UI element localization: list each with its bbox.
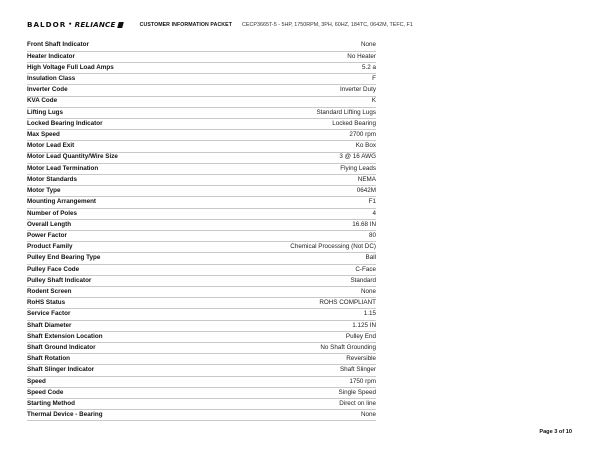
brand-name-baldor: BALDOR: [27, 20, 67, 29]
spec-row: [27, 309, 376, 320]
spec-value: F: [219, 74, 376, 85]
spec-row: [27, 96, 376, 107]
spec-value: NEMA: [219, 174, 376, 185]
spec-value: Standard: [219, 275, 376, 286]
spec-label: Pulley Face Code: [27, 264, 219, 275]
spec-label: Power Factor: [27, 230, 219, 241]
spec-row: [27, 62, 376, 73]
spec-value: C-Face: [219, 264, 376, 275]
spec-row: [27, 275, 376, 286]
spec-value: Pulley End: [219, 331, 376, 342]
spec-row: [27, 354, 376, 365]
spec-value: F1: [219, 197, 376, 208]
spec-value: None: [219, 286, 376, 297]
spec-row: [27, 40, 376, 51]
spec-label: Motor Lead Quantity/Wire Size: [27, 152, 219, 163]
spec-label: Shaft Ground Indicator: [27, 342, 219, 353]
spec-label: High Voltage Full Load Amps: [27, 62, 219, 73]
spec-row: [27, 242, 376, 253]
spec-row: [27, 230, 376, 241]
spec-table-body: [27, 40, 376, 421]
spec-value: Locked Bearing: [219, 118, 376, 129]
spec-value: Reversible: [219, 354, 376, 365]
spec-row: [27, 298, 376, 309]
spec-row: [27, 376, 376, 387]
page-header: [27, 20, 590, 29]
spec-value: Shaft Slinger: [219, 365, 376, 376]
spec-row: [27, 152, 376, 163]
spec-table: [27, 40, 376, 421]
spec-label: Front Shaft Indicator: [27, 40, 219, 51]
spec-value: 1.125 IN: [219, 320, 376, 331]
spec-row: [27, 365, 376, 376]
spec-label: Service Factor: [27, 309, 219, 320]
spec-row: [27, 264, 376, 275]
document-title: CUSTOMER INFORMATION PACKET: [139, 21, 232, 28]
spec-label: Motor Standards: [27, 174, 219, 185]
spec-value: No Shaft Grounding: [219, 342, 376, 353]
spec-label: Mounting Arrangement: [27, 197, 219, 208]
spec-label: Rodent Screen: [27, 286, 219, 297]
spec-value: 3 @ 16 AWG: [219, 152, 376, 163]
spec-label: Shaft Rotation: [27, 354, 219, 365]
spec-row: [27, 85, 376, 96]
spec-label: Inverter Code: [27, 85, 219, 96]
spec-row: [27, 51, 376, 62]
spec-value: 2700 rpm: [219, 130, 376, 141]
spec-value: 1750 rpm: [219, 376, 376, 387]
spec-label: Product Family: [27, 242, 219, 253]
spec-label: Motor Type: [27, 186, 219, 197]
spec-label: Locked Bearing Indicator: [27, 118, 219, 129]
spec-row: [27, 208, 376, 219]
spec-label: Number of Poles: [27, 208, 219, 219]
brand-logo: [27, 20, 123, 29]
spec-label: Shaft Slinger Indicator: [27, 365, 219, 376]
spec-label: Heater Indicator: [27, 51, 219, 62]
spec-label: Pulley End Bearing Type: [27, 253, 219, 264]
spec-label: Shaft Diameter: [27, 320, 219, 331]
spec-value: No Heater: [219, 51, 376, 62]
spec-row: [27, 186, 376, 197]
spec-row: [27, 399, 376, 410]
spec-row: [27, 174, 376, 185]
spec-label: Motor Lead Exit: [27, 141, 219, 152]
spec-value: Ko Box: [219, 141, 376, 152]
spec-row: [27, 331, 376, 342]
spec-row: [27, 141, 376, 152]
spec-label: KVA Code: [27, 96, 219, 107]
spec-label: Speed: [27, 376, 219, 387]
spec-label: Pulley Shaft Indicator: [27, 275, 219, 286]
spec-value: Chemical Processing (Not DC): [219, 242, 376, 253]
document-subtitle: CECP3665T-5 - 5HP, 1750RPM, 3PH, 60HZ, 184TC, 0642M, TEFC, F1: [241, 21, 413, 28]
spec-row: [27, 286, 376, 297]
spec-row: [27, 107, 376, 118]
spec-value: Standard Lifting Lugs: [219, 107, 376, 118]
brand-name-reliance: RELIANCE: [74, 20, 116, 29]
spec-row: [27, 387, 376, 398]
spec-label: Thermal Device - Bearing: [27, 410, 219, 421]
spec-value: Direct on line: [219, 399, 376, 410]
spec-value: K: [219, 96, 376, 107]
page-number: Page 3 of 10: [539, 429, 572, 435]
spec-value: 1.15: [219, 309, 376, 320]
spec-row: [27, 130, 376, 141]
spec-value: Ball: [219, 253, 376, 264]
brand-separator: •: [68, 21, 73, 28]
spec-row: [27, 320, 376, 331]
brand-mark-icon: [117, 22, 124, 28]
spec-label: RoHS Status: [27, 298, 219, 309]
spec-value: None: [219, 40, 376, 51]
spec-row: [27, 410, 376, 421]
spec-label: Shaft Extension Location: [27, 331, 219, 342]
spec-label: Motor Lead Termination: [27, 163, 219, 174]
spec-row: [27, 342, 376, 353]
spec-row: [27, 118, 376, 129]
spec-label: Overall Length: [27, 219, 219, 230]
spec-label: Starting Method: [27, 399, 219, 410]
spec-value: 0642M: [219, 186, 376, 197]
spec-value: Flying Leads: [219, 163, 376, 174]
spec-label: Lifting Lugs: [27, 107, 219, 118]
spec-value: None: [219, 410, 376, 421]
spec-value: Single Speed: [219, 387, 376, 398]
spec-row: [27, 253, 376, 264]
spec-label: Insulation Class: [27, 74, 219, 85]
spec-value: Inverter Duty: [219, 85, 376, 96]
spec-row: [27, 197, 376, 208]
spec-value: 4: [219, 208, 376, 219]
spec-row: [27, 219, 376, 230]
spec-value: 16.68 IN: [219, 219, 376, 230]
spec-row: [27, 163, 376, 174]
spec-label: Speed Code: [27, 387, 219, 398]
spec-value: 80: [219, 230, 376, 241]
spec-value: ROHS COMPLIANT: [219, 298, 376, 309]
spec-label: Max Speed: [27, 130, 219, 141]
spec-value: 5.2 a: [219, 62, 376, 73]
spec-row: [27, 74, 376, 85]
